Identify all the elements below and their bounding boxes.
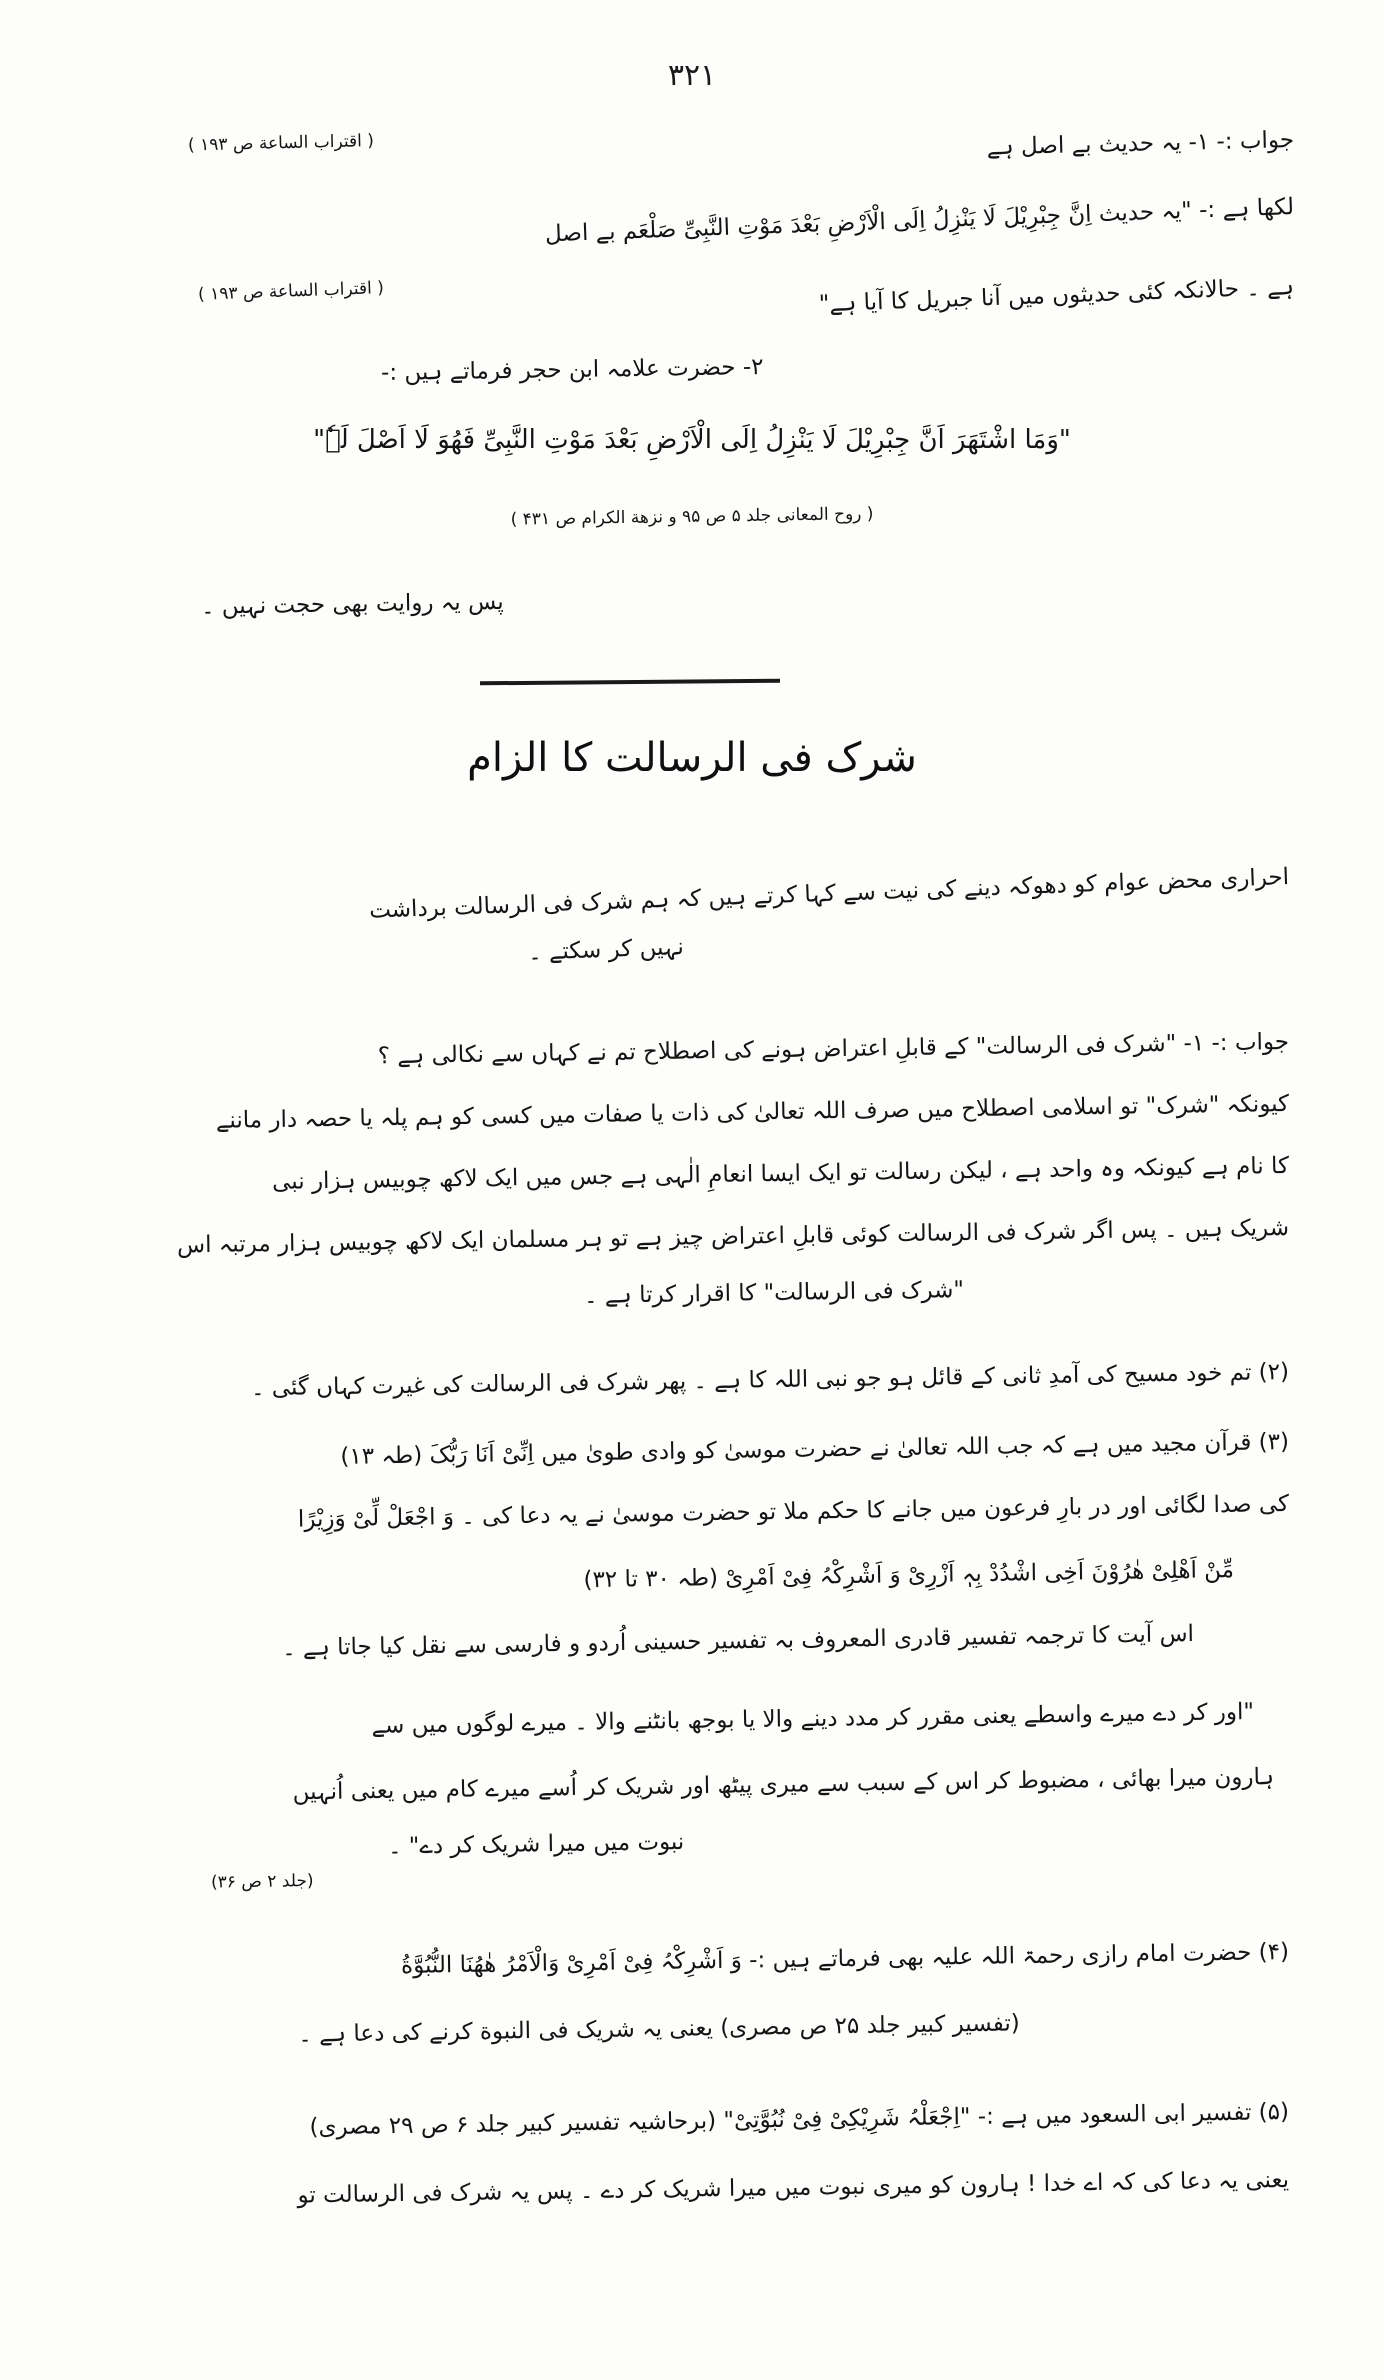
answer-2-reference: ( روح المعانی جلد ۵ ص ۹۵ و نزھة الکرام ص ۴۳۱ ) [510,504,874,530]
answer1-line-4: شریک ہیں ۔ پس اگر شرک فی الرسالت کوئی قابلِ اعتراض چیز ہے تو ہر مسلمان ایک لاکھ چوبیس ہزار مرتبہ اس [176,1215,1290,1259]
answer4-line-1: (۴) حضرت امام رازی رحمۃ اللہ علیہ بھی فرماتے ہیں :- وَ اَشْرِکْہُ فِیْ اَمْرِیْ وَالْاَمْرُ ھٰھُنَا النُّبُوَّةُ [400,1939,1290,1979]
answer-1-reference-2: ( اقتراب الساعة ص ۱۹۳ ) [197,278,385,305]
answer2-line-1: (۲) تم خود مسیح کی آمدِ ثانی کے قائل ہو جو نبی اللہ کا ہے ۔ پھر شرک فی الرسالت کی غیرت کہاں گئی ۔ [250,1359,1290,1402]
section-divider [480,679,780,686]
translation-line-3: نبوت میں میرا شریک کر دے" ۔ [387,1829,685,1860]
translation-reference: (جلد ۲ ص ۳۶) [211,1871,315,1893]
page-number: ۳۲۱ [667,58,717,93]
answer3-line-1: (۳) قرآن مجید میں ہے کہ جب اللہ تعالیٰ نے حضرت موسیٰ کو وادی طویٰ میں اِنِّیْ اَنَا رَبُّکَ (طہ ۱۳) [340,1429,1290,1470]
answer-1-line-3: ہے ۔ حالانکہ کئی حدیثوں میں آنا جبریل کا آیا ہے" [818,274,1295,318]
answer1-line-2: کیونکہ "شرک" تو اسلامی اصطلاح میں صرف اللہ تعالیٰ کی ذات یا صفات میں کسی کو ہم پلہ یا حصہ دار ماننے [215,1091,1290,1134]
answer1-line-3: کا نام ہے کیونکہ وہ واحد ہے ، لیکن رسالت تو ایک ایسا انعامِ الٰہی ہے جس میں ایک لاکھ چوبیس ہزار نبی [271,1153,1290,1195]
answer-1-line-2: لکھا ہے :- "یہ حدیث اِنَّ جِبْرِیْلَ لَا یَنْزِلُ اِلَی الْاَرْضِ بَعْدَ مَوْتِ النَّبِیِّ صَلْعَم بے اصل [544,194,1295,248]
page-bottom-edge [0,2354,1384,2380]
answer-1-reference-1: ( اقتراب الساعة ص ۱۹۳ ) [187,131,375,156]
answer5-line-1: (۵) تفسیر ابی السعود میں ہے :- "اِجْعَلْہُ شَرِیْکِیْ فِیْ نُبُوَّتِیْ" (برحاشیہ تفسیر کبیر جلد ۶ ص ۲۹ مصری) [309,2099,1290,2141]
answer3-line-2: کی صدا لگائی اور در بارِ فرعون میں جانے کا حکم ملا تو حضرت موسیٰ نے یہ دعا کی ۔ وَ اجْعَلْ لِّیْ وَزِیْرًا [297,1491,1290,1533]
answer5-line-2: یعنی یہ دعا کی کہ اے خدا ! ہارون کو میری نبوت میں میرا شریک کر دے ۔ پس یہ شرک فی الرسالت تو [297,2167,1290,2209]
claim-line-2: نہیں کر سکتے ۔ [527,934,685,966]
answer-2-line-1: ۲- حضرت علامہ ابن حجر فرماتے ہیں :- [381,354,765,387]
answer3-line-4: اس آیت کا ترجمہ تفسیر قادری المعروف بہ تفسیر حسینی اُردو و فارسی سے نقل کیا جاتا ہے ۔ [281,1621,1195,1662]
translation-line-1: "اور کر دے میرے واسطے یعنی مقرر کر مدد دینے والا یا بوجھ بانٹنے والا ۔ میرے لوگوں میں سے [371,1699,1255,1739]
claim-line-1: احراری محض عوام کو دھوکہ دینے کی نیت سے کہا کرتے ہیں کہ ہم شرک فی الرسالت برداشت [368,864,1290,924]
answer1-line-1: جواب :- ۱- "شرک فی الرسالت" کے قابلِ اعتراض ہونے کی اصطلاح تم نے کہاں سے نکالی ہے ؟ [377,1029,1290,1070]
answer-2-conclusion: پس یہ روایت بھی حجت نہیں ۔ [201,589,505,620]
answer4-line-2: (تفسیر کبیر جلد ۲۵ ص مصری) یعنی یہ شریک فی النبوة کرنے کی دعا ہے ۔ [298,2010,1021,2048]
answer-1-line-1: جواب :- ۱- یہ حدیث بے اصل ہے [986,127,1295,161]
translation-line-2: ہارون میرا بھائی ، مضبوط کر اس کے سبب سے میری پیٹھ اور شریک کر اُسے میرے کام میں یعنی اُنہیں [292,1764,1275,1806]
answer-2-arabic-quote: "وَمَا اشْتَھَرَ اَنَّ جِبْرِیْلَ لَا یَنْزِلُ اِلَی الْاَرْضِ بَعْدَ مَوْتِ النَّبِیِّ فَھُوَ لَا اَصْلَ لَہٗ" [313,425,1071,455]
answer1-line-5: "شرک فی الرسالت" کا اقرار کرتا ہے ۔ [583,1277,965,1309]
answer3-line-3: مِّنْ اَھْلِیْ ھٰرُوْنَ اَخِی اشْدُدْ بِہٖ اَزْرِیْ وَ اَشْرِکْہُ فِیْ اَمْرِیْ (طہ ۳۰ تا ۳۲) [583,1557,1235,1594]
section-heading: شرک فی الرسالت کا الزام [467,735,917,781]
